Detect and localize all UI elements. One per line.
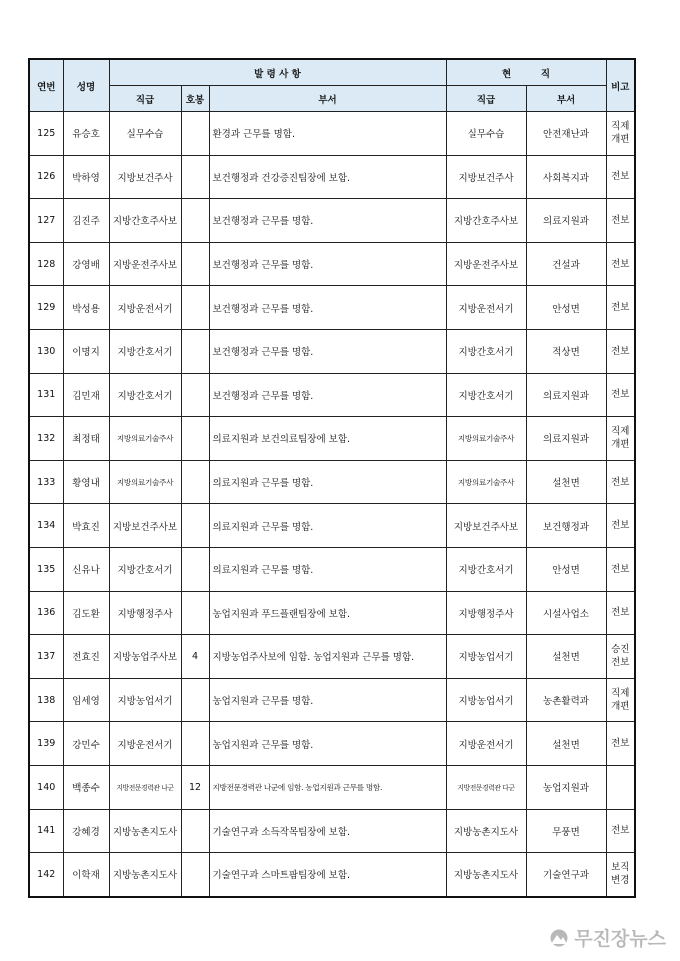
- header-current-grade: 직급: [446, 86, 526, 112]
- cell-grade: 지방간호서기: [109, 547, 181, 591]
- cell-department: 기술연구과 소득작목팀장에 보함.: [209, 809, 446, 853]
- header-name: 성명: [63, 59, 109, 112]
- remarks-line: 전보: [611, 657, 630, 669]
- cell-department: 환경과 근무를 명함.: [209, 112, 446, 156]
- cell-remarks: [606, 635, 635, 679]
- cell-current-department: 보건행정과: [526, 504, 606, 548]
- cell-name: 박효진: [63, 504, 109, 548]
- table-row: [29, 417, 635, 461]
- cell-department: 보건행정과 근무를 명함.: [209, 242, 446, 286]
- cell-remarks: [606, 329, 635, 373]
- cell-remarks: [606, 722, 635, 766]
- cell-name: 박성용: [63, 286, 109, 330]
- header-grade: 직급: [109, 86, 181, 112]
- cell-grade: 지방간호주사보: [109, 199, 181, 243]
- cell-remarks: [606, 591, 635, 635]
- cell-step: 12: [181, 765, 209, 809]
- header-remarks: 비고: [606, 59, 635, 112]
- cell-step: [181, 286, 209, 330]
- cell-remarks: [606, 765, 635, 809]
- personnel-appointment-table: [28, 58, 636, 898]
- table-row: [29, 242, 635, 286]
- header-step: 호봉: [181, 86, 209, 112]
- cell-no: 127: [29, 199, 63, 243]
- cell-step: 4: [181, 635, 209, 679]
- cell-grade: 지방농업서기: [109, 678, 181, 722]
- cell-no: 132: [29, 417, 63, 461]
- cell-grade: 지방보건주사보: [109, 504, 181, 548]
- remarks-line: 전보: [611, 476, 630, 488]
- cell-grade: 지방전문경력관 나군: [109, 765, 181, 809]
- cell-current-grade: 지방의료기술주사: [446, 417, 526, 461]
- cell-department: 농업지원과 근무를 명함.: [209, 678, 446, 722]
- cell-current-grade: 지방행정주사: [446, 591, 526, 635]
- table-row: [29, 635, 635, 679]
- cell-remarks: [606, 417, 635, 461]
- mountain-logo-icon: [548, 929, 570, 947]
- cell-remarks: [606, 155, 635, 199]
- remarks-line: 직제: [611, 426, 630, 438]
- cell-current-grade: 지방보건주사: [446, 155, 526, 199]
- remarks-line: 전보: [611, 520, 630, 532]
- cell-name: 김진주: [63, 199, 109, 243]
- cell-current-grade: 지방의료기술주사: [446, 460, 526, 504]
- cell-remarks: [606, 678, 635, 722]
- cell-name: 강영배: [63, 242, 109, 286]
- table-row: [29, 722, 635, 766]
- cell-step: [181, 242, 209, 286]
- cell-step: [181, 853, 209, 897]
- cell-current-department: 의료지원과: [526, 199, 606, 243]
- cell-department: 보건행정과 근무를 명함.: [209, 286, 446, 330]
- table-row: [29, 373, 635, 417]
- header-no: 연번: [29, 59, 63, 112]
- cell-no: 137: [29, 635, 63, 679]
- table-body: [29, 112, 635, 897]
- personnel-table-container: [28, 58, 636, 898]
- cell-name: 신유나: [63, 547, 109, 591]
- cell-no: 128: [29, 242, 63, 286]
- remarks-line: 전보: [611, 825, 630, 837]
- cell-name: 이명지: [63, 329, 109, 373]
- cell-name: 최정태: [63, 417, 109, 461]
- table-row: [29, 591, 635, 635]
- cell-grade: 지방의료기술주사: [109, 417, 181, 461]
- cell-step: [181, 678, 209, 722]
- remarks-line: 승진: [611, 644, 630, 656]
- cell-step: [181, 112, 209, 156]
- cell-current-department: 안성면: [526, 286, 606, 330]
- remarks-line: 개편: [611, 439, 630, 451]
- cell-step: [181, 199, 209, 243]
- cell-no: 130: [29, 329, 63, 373]
- cell-name: 박하영: [63, 155, 109, 199]
- cell-step: [181, 460, 209, 504]
- cell-current-grade: 지방간호서기: [446, 329, 526, 373]
- cell-remarks: [606, 809, 635, 853]
- cell-remarks: [606, 547, 635, 591]
- cell-step: [181, 329, 209, 373]
- cell-current-department: 의료지원과: [526, 417, 606, 461]
- cell-step: [181, 373, 209, 417]
- cell-remarks: [606, 242, 635, 286]
- cell-no: 131: [29, 373, 63, 417]
- remarks-line: 전보: [611, 563, 630, 575]
- cell-grade: 지방농촌지도사: [109, 853, 181, 897]
- cell-remarks: [606, 373, 635, 417]
- cell-name: 유승호: [63, 112, 109, 156]
- watermark-text: 무진장뉴스: [574, 928, 666, 950]
- cell-remarks: [606, 853, 635, 897]
- cell-current-grade: 지방운전서기: [446, 286, 526, 330]
- cell-step: [181, 417, 209, 461]
- cell-current-grade: 지방간호주사보: [446, 199, 526, 243]
- cell-no: 135: [29, 547, 63, 591]
- remarks-line: 개편: [611, 134, 630, 146]
- cell-no: 138: [29, 678, 63, 722]
- cell-step: [181, 722, 209, 766]
- cell-grade: 지방간호서기: [109, 373, 181, 417]
- table-row: [29, 112, 635, 156]
- cell-department: 기술연구과 스마트팜팀장에 보함.: [209, 853, 446, 897]
- cell-name: 백종수: [63, 765, 109, 809]
- cell-step: [181, 591, 209, 635]
- table-row: [29, 809, 635, 853]
- remarks-line: 전보: [611, 738, 630, 750]
- remarks-line: 전보: [611, 258, 630, 270]
- cell-no: 133: [29, 460, 63, 504]
- cell-remarks: [606, 286, 635, 330]
- cell-current-department: 기술연구과: [526, 853, 606, 897]
- header-current: 현 직: [446, 59, 606, 86]
- cell-grade: 지방보건주사: [109, 155, 181, 199]
- cell-current-department: 시설사업소: [526, 591, 606, 635]
- cell-current-department: 안성면: [526, 547, 606, 591]
- cell-no: 140: [29, 765, 63, 809]
- cell-department: 지방전문경력관 나군에 임함. 농업지원과 근무를 명함.: [209, 765, 446, 809]
- remarks-line: 전보: [611, 607, 630, 619]
- cell-current-department: 의료지원과: [526, 373, 606, 417]
- cell-no: 141: [29, 809, 63, 853]
- cell-current-grade: 지방농업서기: [446, 635, 526, 679]
- remarks-line: 변경: [611, 875, 630, 887]
- cell-no: 142: [29, 853, 63, 897]
- cell-department: 보건행정과 근무를 명함.: [209, 373, 446, 417]
- remarks-line: 직제: [611, 688, 630, 700]
- cell-grade: 지방농촌지도사: [109, 809, 181, 853]
- cell-department: 의료지원과 근무를 명함.: [209, 547, 446, 591]
- cell-no: 125: [29, 112, 63, 156]
- cell-grade: 실무수습: [109, 112, 181, 156]
- cell-department: 농업지원과 푸드플랜팀장에 보함.: [209, 591, 446, 635]
- cell-current-department: 무풍면: [526, 809, 606, 853]
- cell-remarks: [606, 112, 635, 156]
- cell-current-grade: 지방간호서기: [446, 547, 526, 591]
- cell-grade: 지방행정주사: [109, 591, 181, 635]
- cell-name: 임세영: [63, 678, 109, 722]
- table-row: [29, 678, 635, 722]
- cell-step: [181, 547, 209, 591]
- cell-department: 의료지원과 근무를 명함.: [209, 504, 446, 548]
- cell-grade: 지방간호서기: [109, 329, 181, 373]
- table-row: [29, 547, 635, 591]
- cell-step: [181, 809, 209, 853]
- cell-remarks: [606, 460, 635, 504]
- cell-grade: 지방농업주사보: [109, 635, 181, 679]
- table-row: [29, 853, 635, 897]
- cell-grade: 지방운전서기: [109, 722, 181, 766]
- cell-no: 126: [29, 155, 63, 199]
- cell-current-grade: 지방운전주사보: [446, 242, 526, 286]
- cell-current-department: 사회복지과: [526, 155, 606, 199]
- cell-step: [181, 155, 209, 199]
- cell-current-department: 적상면: [526, 329, 606, 373]
- cell-current-grade: 지방보건주사보: [446, 504, 526, 548]
- cell-no: 134: [29, 504, 63, 548]
- table-row: [29, 504, 635, 548]
- table-row: [29, 460, 635, 504]
- cell-department: 보건행정과 근무를 명함.: [209, 329, 446, 373]
- cell-current-department: 설천면: [526, 635, 606, 679]
- table-row: [29, 765, 635, 809]
- cell-department: 의료지원과 보건의료팀장에 보함.: [209, 417, 446, 461]
- cell-name: 강민수: [63, 722, 109, 766]
- remarks-line: 전보: [611, 389, 630, 401]
- cell-department: 농업지원과 근무를 명함.: [209, 722, 446, 766]
- cell-grade: 지방운전서기: [109, 286, 181, 330]
- cell-current-grade: 지방전문경력관 다군: [446, 765, 526, 809]
- cell-remarks: [606, 504, 635, 548]
- cell-name: 강혜경: [63, 809, 109, 853]
- cell-current-grade: 지방운전서기: [446, 722, 526, 766]
- cell-department: 의료지원과 근무를 명함.: [209, 460, 446, 504]
- watermark: [548, 924, 666, 951]
- table-row: [29, 199, 635, 243]
- table-row: [29, 286, 635, 330]
- cell-grade: 지방의료기술주사: [109, 460, 181, 504]
- cell-current-grade: 실무수습: [446, 112, 526, 156]
- cell-name: 황영내: [63, 460, 109, 504]
- remarks-line: 전보: [611, 345, 630, 357]
- cell-name: 이학재: [63, 853, 109, 897]
- remarks-line: 보직: [611, 862, 630, 874]
- cell-name: 전효진: [63, 635, 109, 679]
- remarks-line: 직제: [611, 121, 630, 133]
- cell-grade: 지방운전주사보: [109, 242, 181, 286]
- cell-department: 보건행정과 건강증진팀장에 보함.: [209, 155, 446, 199]
- cell-step: [181, 504, 209, 548]
- cell-no: 136: [29, 591, 63, 635]
- cell-current-department: 설천면: [526, 460, 606, 504]
- cell-current-grade: 지방간호서기: [446, 373, 526, 417]
- header-appointment: 발 령 사 항: [109, 59, 446, 86]
- remarks-line: 개편: [611, 701, 630, 713]
- cell-current-department: 농업지원과: [526, 765, 606, 809]
- cell-remarks: [606, 199, 635, 243]
- header-department: 부서: [209, 86, 446, 112]
- cell-current-grade: 지방농촌지도사: [446, 853, 526, 897]
- cell-name: 김민재: [63, 373, 109, 417]
- remarks-line: 전보: [611, 214, 630, 226]
- cell-current-department: 설천면: [526, 722, 606, 766]
- cell-no: 139: [29, 722, 63, 766]
- cell-current-department: 농촌활력과: [526, 678, 606, 722]
- cell-current-department: 건설과: [526, 242, 606, 286]
- remarks-line: 전보: [611, 302, 630, 314]
- table-row: [29, 329, 635, 373]
- header-current-department: 부서: [526, 86, 606, 112]
- cell-no: 129: [29, 286, 63, 330]
- cell-current-grade: 지방농촌지도사: [446, 809, 526, 853]
- cell-name: 김도환: [63, 591, 109, 635]
- cell-current-department: 안전재난과: [526, 112, 606, 156]
- table-row: [29, 155, 635, 199]
- cell-current-grade: 지방농업서기: [446, 678, 526, 722]
- cell-department: 지방농업주사보에 임함. 농업지원과 근무를 명함.: [209, 635, 446, 679]
- remarks-line: 전보: [611, 171, 630, 183]
- cell-department: 보건행정과 근무를 명함.: [209, 199, 446, 243]
